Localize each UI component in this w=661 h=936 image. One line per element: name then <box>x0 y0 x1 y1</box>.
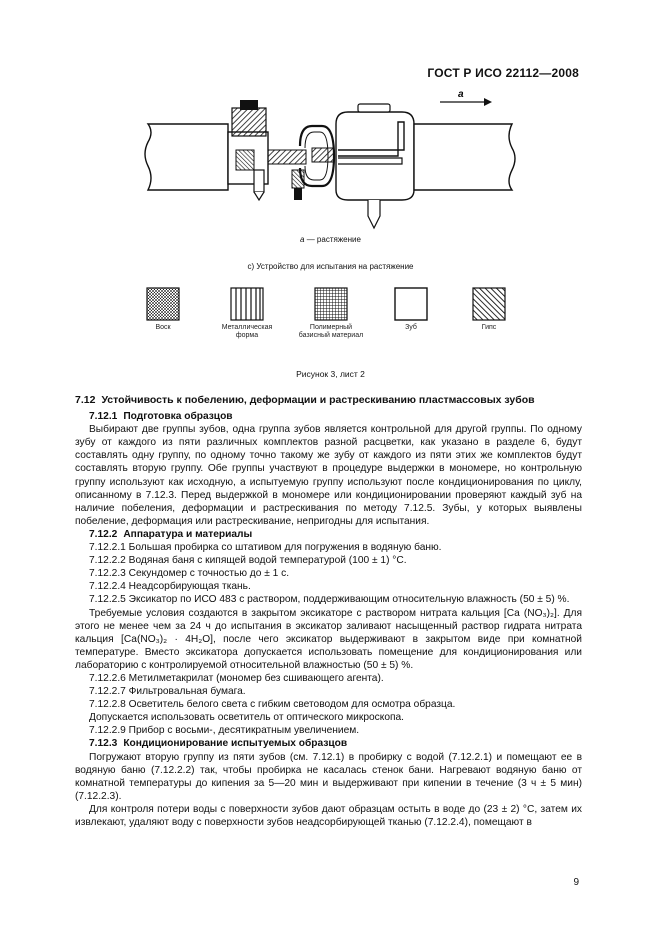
paragraph: Погружают вторую группу из пяти зубов (см. 7.12.1) в пробирку с водой (7.12.2.1) и помещают ее в водяную баню (7.12.2.2) так, чтобы пробирка не касалась стенок бани. Нагревают водяную баню от комнатной температуры до кипения за 5—20 мин и выдерживают при кипении в течение (3 ч ± 5 мин) (7.12.2.3). <box>75 751 582 802</box>
paragraph: Требуемые условия создаются в закрытом эксикаторе с раствором нитрата кальция [Са (NO₃)₂]. Для этого не менее чем за 24 ч до испытания в эксикатор заливают насыщенный раствор гидрата нитрата кальция [Са(NO₃)₂ · 4Н₂О], после чего эксикатор выдерживают в закрытом виде при комнатной температуре. Вместо эксикатора допускается использовать помещение для кондиционирования или лабораторию с контролируемой относительной влажностью (50 ± 5) %. <box>75 607 582 671</box>
material-label: Гипс <box>481 324 497 331</box>
material-label: Металлическая форма <box>221 324 273 339</box>
section-heading: 7.12 Устойчивость к побелению, деформации и растрескиванию пластмассовых зубов <box>75 394 535 406</box>
list-item: 7.12.2.2 Водяная баня с кипящей водой температурой (100 ± 1) °С. <box>89 555 407 567</box>
paragraph: Выбирают две группы зубов, одна группа зубов является контрольной для другой группы. По одному зубу от каждого из пяти различных комплектов разной расцветки, как указано в разделе 6, будут составлять одну группу, по одному точно такому же зубу от каждого из пяти этих же комплектов будут составлять вторую группу. Обе группы участвуют в процедуре выдержки в мономере, но контрольную группу используют как исходную, а испытуемую группу используют после кондиционирования по циклу, описанному в 7.12.3. Перед выдержкой в мономере или кондиционировании проверяют каждый зуб на наличие побеления, деформации и растрескивания по методу 7.12.5. Зубы, у которых выявлены побеление, деформация или растрескивание, непригодны для испытания. <box>75 424 582 527</box>
material-polymer-base <box>296 287 366 340</box>
material-label: Полимерный базисный материал <box>298 324 364 339</box>
list-item: 7.12.2.6 Метилметакрилат (мономер без сшивающего агента). <box>89 672 384 684</box>
list-item: 7.12.2.3 Секундомер с точностью до ± 1 с. <box>89 568 290 580</box>
page-number: 9 <box>573 877 579 888</box>
list-item: 7.12.2.4 Неадсорбирующая ткань. <box>89 581 251 593</box>
material-metal-form <box>212 287 282 340</box>
tensile-device-figure <box>140 86 600 246</box>
subsection-heading-7-12-1: 7.12.1 Подготовка образцов <box>89 411 233 423</box>
document-body <box>75 394 582 829</box>
legend-text: — растяжение <box>304 235 361 244</box>
list-item: 7.12.2.8 Осветитель белого света с гибким световодом для осмотра образца. <box>89 699 456 711</box>
material-tooth <box>376 287 446 332</box>
list-item: 7.12.2.5 Эксикатор по ИСО 483 с раствором, поддерживающим относительную влажность (50 ± 5) %. <box>89 594 570 606</box>
figure-caption: Рисунок 3, лист 2 <box>296 369 365 379</box>
subsection-heading-7-12-2: 7.12.2 Аппаратура и материалы <box>89 528 253 540</box>
list-item: 7.12.2.9 Прибор с восьми-, десятикратным увеличением. <box>89 725 360 737</box>
legend-symbol: a <box>300 235 305 244</box>
material-label: Воск <box>155 324 171 331</box>
material-legend <box>128 287 540 367</box>
standard-header: ГОСТ Р ИСО 22112—2008 <box>427 66 579 80</box>
subfigure-caption: с) Устройство для испытания на растяжение <box>247 262 414 271</box>
paragraph: Для контроля потери воды с поверхности зубов дают образцам остыть в воде до (23 ± 2) °С, затем их извлекают, удаляют воду с поверхности зубов неадсорбирующей тканью (7.12.2.4), помещают в <box>75 803 582 828</box>
paragraph: Допускается использовать осветитель от оптического микроскопа. <box>89 712 404 724</box>
material-label: Зуб <box>405 324 417 331</box>
material-plaster <box>454 287 524 332</box>
list-item: 7.12.2.7 Фильтровальная бумага. <box>89 686 246 698</box>
left-grip <box>145 124 228 190</box>
subsection-heading-7-12-3: 7.12.3 Кондиционирование испытуемых образцов <box>89 738 348 750</box>
figure-legend <box>0 235 661 244</box>
list-item: 7.12.2.1 Большая пробирка со штативом для погружения в водяную баню. <box>89 542 442 554</box>
arrow-label: a <box>458 89 464 100</box>
right-grip <box>414 124 515 190</box>
clamp-screw-head <box>232 108 266 136</box>
material-wax <box>128 287 198 332</box>
